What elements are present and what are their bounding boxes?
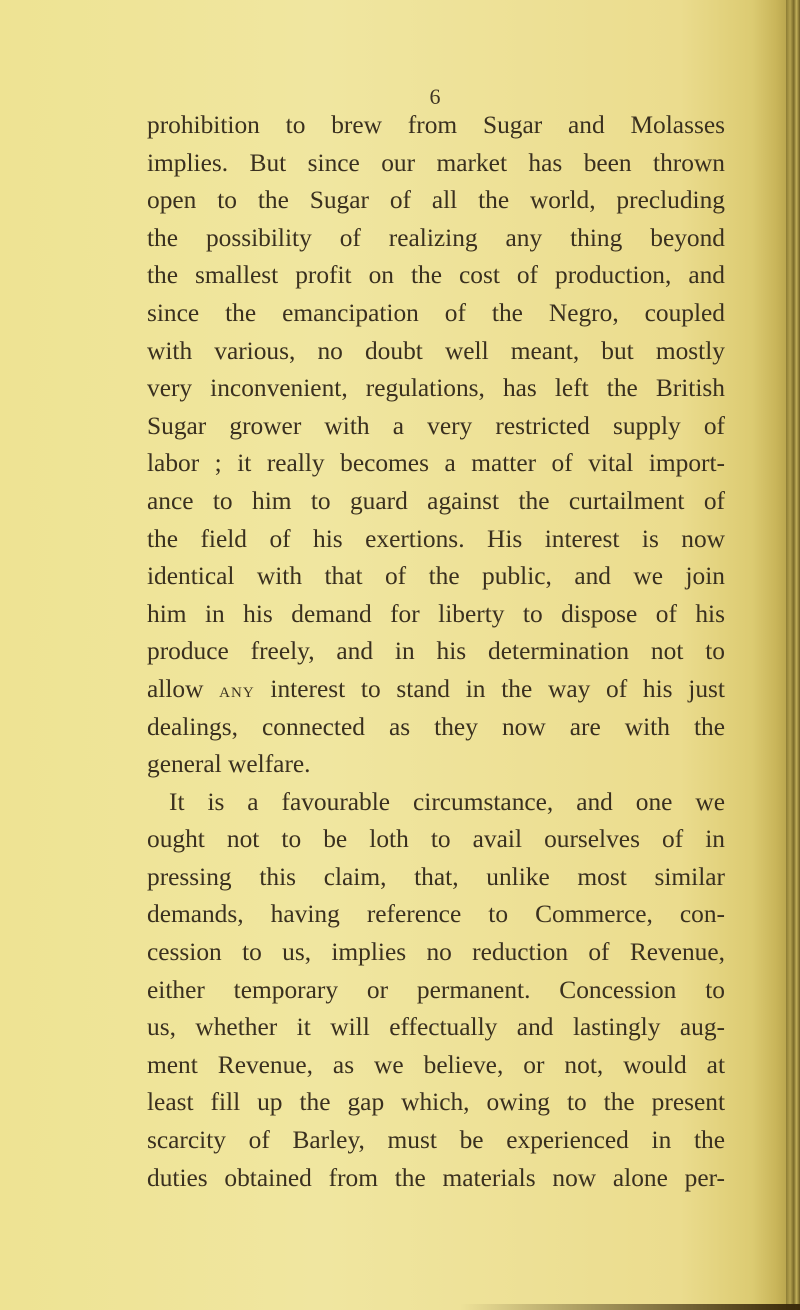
text-line: cession to us, implies no reduction of Revenue, bbox=[147, 938, 725, 967]
text-line bbox=[147, 671, 725, 709]
emphasis-small-caps: any bbox=[219, 676, 255, 702]
text-line: the smallest profit on the cost of production, and bbox=[147, 261, 725, 290]
text-line: general welfare. bbox=[147, 750, 311, 779]
text-line: either temporary or permanent. Concession to bbox=[147, 975, 725, 1004]
text-line: duties obtained from the materials now alone per- bbox=[147, 1163, 725, 1192]
text-line: ought not to be loth to avail ourselves of in bbox=[147, 825, 725, 854]
text-line: It is a favourable circumstance, and one we bbox=[169, 787, 725, 816]
text-line: ance to him to guard against the curtailment of bbox=[147, 486, 725, 515]
text-line: him in his demand for liberty to dispose of his bbox=[147, 599, 725, 628]
text-line: identical with that of the public, and we join bbox=[147, 562, 725, 591]
text-line: since the emancipation of the Negro, coupled bbox=[147, 298, 725, 327]
text-line: Sugar grower with a very restricted supply of bbox=[147, 411, 725, 440]
body-text bbox=[147, 107, 725, 1197]
text-line: very inconvenient, regulations, has left the British bbox=[147, 374, 725, 403]
text-line: demands, having reference to Commerce, con- bbox=[147, 900, 725, 929]
text-line: ment Revenue, as we believe, or not, would at bbox=[147, 1050, 725, 1079]
text-line: with various, no doubt well meant, but mostly bbox=[147, 336, 725, 365]
book-page-edge bbox=[786, 0, 800, 1310]
page-number: 6 bbox=[429, 84, 441, 109]
page-bottom-shadow bbox=[460, 1304, 800, 1310]
text-line: pressing this claim, that, unlike most similar bbox=[147, 862, 725, 891]
text-line: prohibition to brew from Sugar and Molasses bbox=[147, 111, 725, 139]
text-line: us, whether it will effectually and lastingly aug- bbox=[147, 1013, 725, 1042]
text-line: least fill up the gap which, owing to the present bbox=[147, 1088, 725, 1117]
text-line: the possibility of realizing any thing beyond bbox=[147, 223, 725, 252]
text-fragment: interest to stand in the way of his just bbox=[270, 674, 725, 703]
text-line: dealings, connected as they now are with the bbox=[147, 712, 725, 741]
text-line: scarcity of Barley, must be experienced in the bbox=[147, 1126, 725, 1155]
text-fragment: allow bbox=[147, 674, 204, 703]
text-line: open to the Sugar of all the world, precluding bbox=[147, 186, 725, 215]
text-line: implies. But since our market has been thrown bbox=[147, 148, 725, 177]
text-line: the field of his exertions. His interest is now bbox=[147, 524, 725, 553]
text-line: labor ; it really becomes a matter of vital import- bbox=[147, 449, 725, 478]
text-line: produce freely, and in his determination not to bbox=[147, 637, 725, 666]
